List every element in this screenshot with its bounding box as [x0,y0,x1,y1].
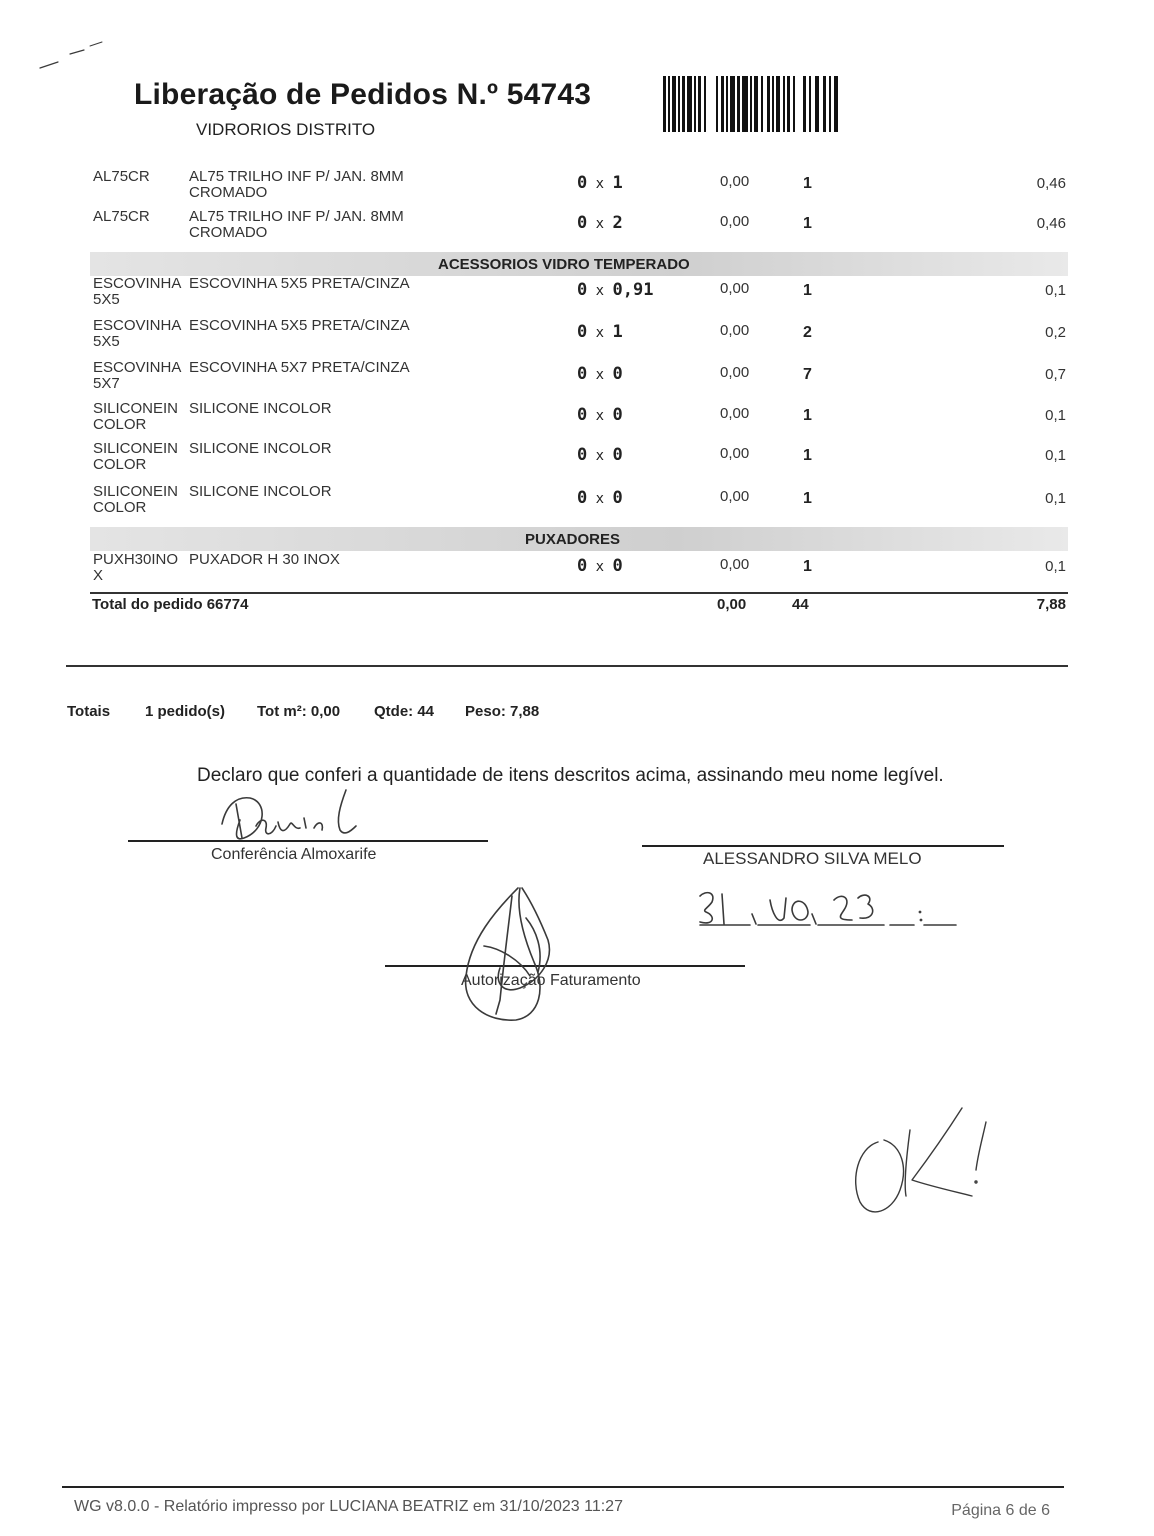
order-total-label: Total do pedido 66774 [92,596,249,613]
almoxarife-signature-image [222,790,356,839]
item-dimensions [577,173,623,193]
times-symbol: x [587,448,613,464]
times-symbol: x [587,367,613,383]
times-symbol: x [587,325,613,341]
item-qty: 7 [803,366,812,383]
item-description: PUXADOR H 30 INOX [189,551,340,568]
footer-report-info: WG v8.0.0 - Relatório impresso por LUCIANA BEATRIZ em 31/10/2023 11:27 [74,1498,623,1515]
item-peso: 0,46 [1036,175,1066,192]
item-m2: 0,00 [720,445,750,462]
item-dim-b: 0 [612,405,623,425]
signature-label-name: ALESSANDRO SILVA MELO [703,849,922,868]
item-m2: 0,00 [720,173,750,190]
times-symbol: x [587,408,613,424]
item-peso: 0,2 [1045,324,1066,341]
item-dim-b: 1 [612,322,623,342]
item-dimensions [577,364,623,384]
item-description: ESCOVINHA 5X5 PRETA/CINZA [189,275,410,292]
item-code: PUXH30INOX [93,551,179,584]
handwritten-ok-image [856,1108,986,1212]
group-header-puxadores [90,527,1068,551]
totals-qtde: Qtde: 44 [374,703,435,720]
item-description: SILICONE INCOLOR [189,400,332,417]
item-peso: 0,46 [1036,215,1066,232]
barcode [663,76,841,132]
item-m2: 0,00 [720,488,750,505]
item-dim-b: 0 [612,445,623,465]
item-dim-b: 2 [612,213,623,233]
item-m2: 0,00 [720,405,750,422]
signature-line-name [642,845,1004,847]
totals-peso: Peso: 7,88 [465,703,540,720]
group-label: ACESSORIOS VIDRO TEMPERADO [438,256,690,273]
item-code: SILICONEINCOLOR [93,400,179,433]
item-dimensions [577,445,623,465]
item-dim-b: 0,91 [612,280,654,300]
item-dimensions [577,556,623,576]
item-qty: 2 [803,324,812,341]
item-qty: 1 [803,282,812,299]
item-dim-b: 0 [612,364,623,384]
faturamento-signature-image [466,888,550,1020]
group-label: PUXADORES [525,531,621,548]
item-dimensions [577,280,654,300]
item-code: ESCOVINHA5X7 [93,359,182,392]
item-m2: 0,00 [720,556,750,573]
item-code: AL75CR [93,208,150,225]
handwritten-date-image [700,893,956,925]
item-peso: 0,7 [1045,366,1066,383]
item-m2: 0,00 [720,280,750,297]
item-description: AL75 TRILHO INF P/ JAN. 8MM CROMADO [189,208,404,241]
item-description: ESCOVINHA 5X7 PRETA/CINZA [189,359,410,376]
divider [90,592,1068,594]
item-dim-a: 0 [577,488,588,508]
totals-m2: Tot m²: 0,00 [257,703,341,720]
item-code: AL75CR [93,168,150,185]
item-dim-a: 0 [577,445,588,465]
item-dimensions [577,488,623,508]
times-symbol: x [587,491,613,507]
item-description: ESCOVINHA 5X5 PRETA/CINZA [189,317,410,334]
times-symbol: x [587,176,613,192]
order-total-m2: 0,00 [717,596,747,613]
item-m2: 0,00 [720,213,750,230]
item-dim-a: 0 [577,322,588,342]
item-peso: 0,1 [1045,447,1066,464]
item-dim-a: 0 [577,556,588,576]
item-qty: 1 [803,407,812,424]
times-symbol: x [587,216,613,232]
item-code: SILICONEINCOLOR [93,440,179,473]
item-dim-a: 0 [577,364,588,384]
signature-line-almoxarife [128,840,488,842]
item-dim-b: 0 [612,556,623,576]
item-code: ESCOVINHA5X5 [93,275,182,308]
item-peso: 0,1 [1045,407,1066,424]
item-qty: 1 [803,558,812,575]
item-description: SILICONE INCOLOR [189,483,332,500]
item-qty: 1 [803,447,812,464]
item-dim-a: 0 [577,280,588,300]
divider [66,665,1068,667]
item-peso: 0,1 [1045,282,1066,299]
item-peso: 0,1 [1045,558,1066,575]
signature-line-faturamento [385,965,745,967]
order-total-qty: 44 [792,596,809,613]
item-description: AL75 TRILHO INF P/ JAN. 8MM CROMADO [189,168,404,201]
item-code: ESCOVINHA5X5 [93,317,182,350]
signature-label-faturamento: Autorização Faturamento [461,972,641,989]
item-dimensions [577,405,623,425]
item-qty: 1 [803,490,812,507]
item-dim-a: 0 [577,213,588,233]
item-m2: 0,00 [720,364,750,381]
item-peso: 0,1 [1045,490,1066,507]
item-dimensions [577,322,623,342]
item-dimensions [577,213,623,233]
page-title: Liberação de Pedidos N.º 54743 [134,78,592,111]
times-symbol: x [587,283,613,299]
item-code: SILICONEINCOLOR [93,483,179,516]
totals-label: Totais [67,703,111,720]
times-symbol: x [587,559,613,575]
declaration-text: Declaro que conferi a quantidade de itens descritos acima, assinando meu nome legível. [197,765,944,786]
item-dim-b: 0 [612,488,623,508]
company-name: VIDRORIOS DISTRITO [196,120,376,139]
item-m2: 0,00 [720,322,750,339]
footer-page-number: Página 6 de 6 [951,1502,1050,1519]
item-qty: 1 [803,215,812,232]
signature-label-almoxarife: Conferência Almoxarife [211,846,377,863]
item-dim-a: 0 [577,173,588,193]
item-dim-b: 1 [612,173,623,193]
totals-pedidos: 1 pedido(s) [145,703,226,720]
item-dim-a: 0 [577,405,588,425]
item-description: SILICONE INCOLOR [189,440,332,457]
footer-divider [62,1486,1064,1488]
item-qty: 1 [803,175,812,192]
group-header-acessorios [90,252,1068,276]
order-total-peso: 7,88 [1036,596,1066,613]
